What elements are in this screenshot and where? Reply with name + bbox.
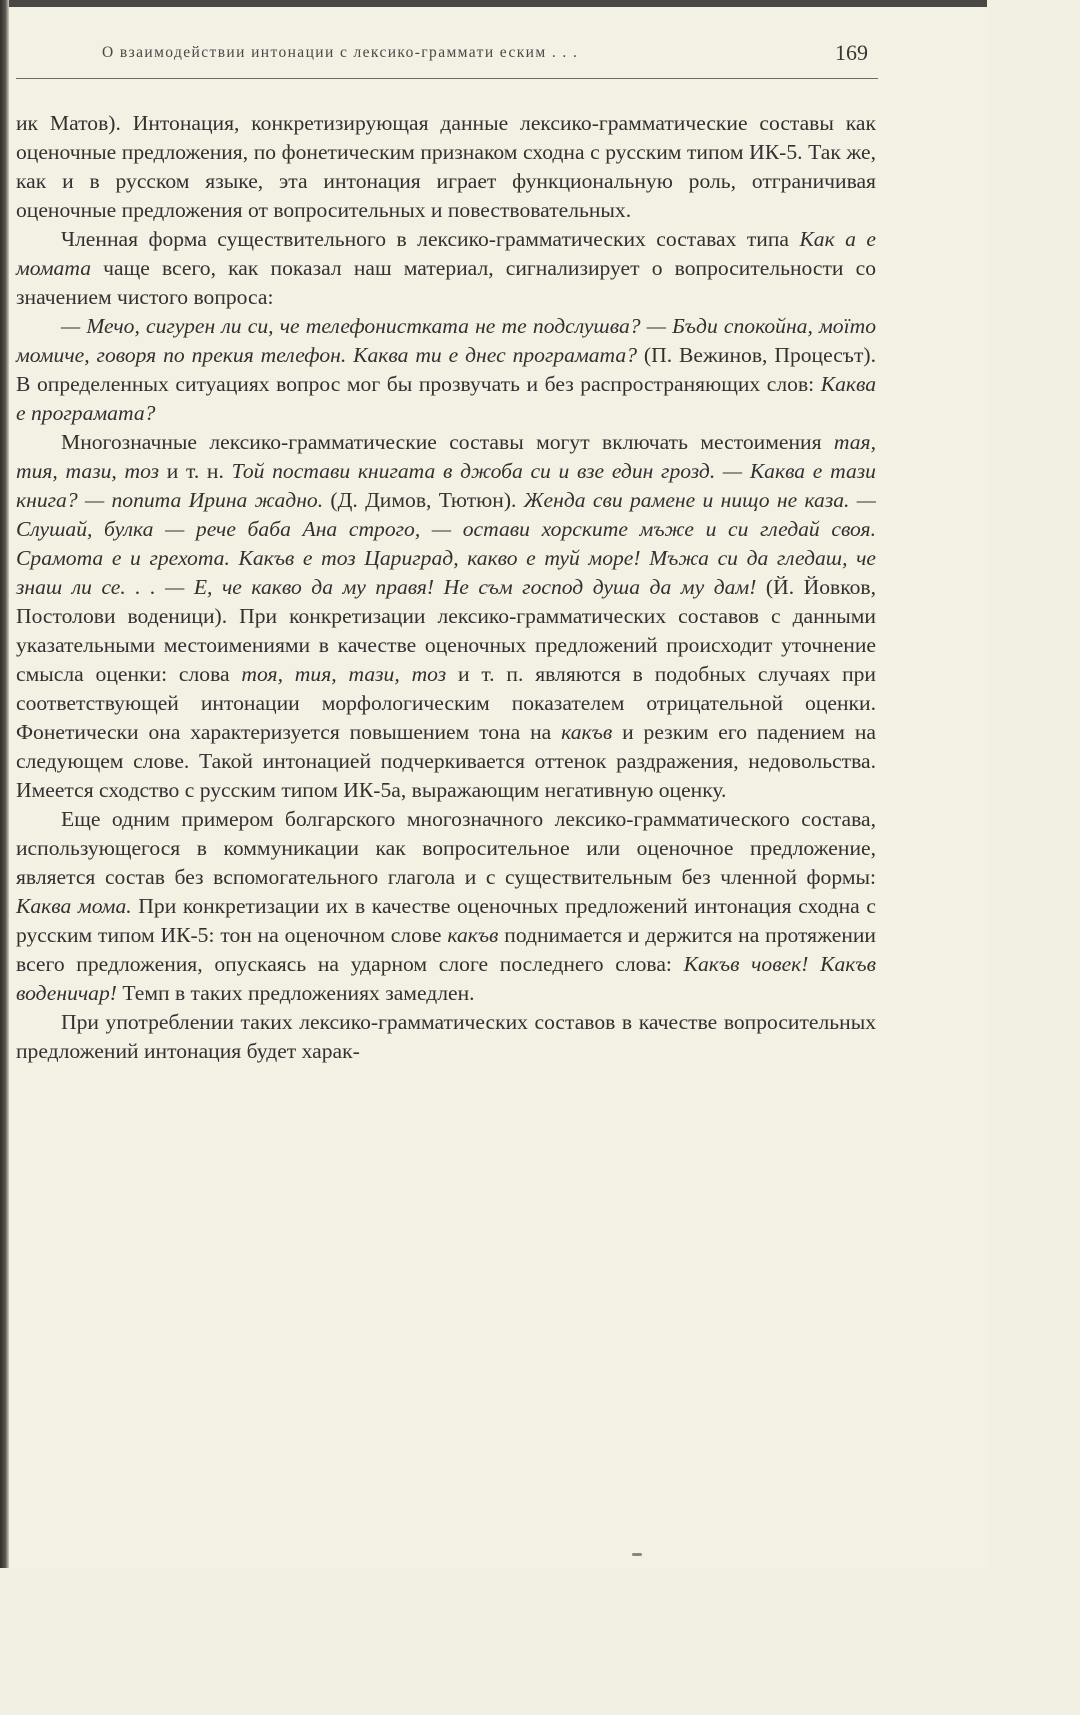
text-run: При конкретизации их в качестве оценочных предложений интонация сходна с русским типом ИК-5: тон на оценочном слове — [16, 894, 877, 947]
italic-run: Женда сви рамене и нищо не каза. — Слушай, булка — рече баба Ана строго, — остави хорските мъже и си гледай своя. Срамота е и грехота. Какъв е тоз Цариград, какво е туй море! Мъжа си да гледаш, че знаш ли се. . . — Е, че какво да му правя! Не съм господ душа да му дам! — [16, 488, 876, 599]
header-rule — [16, 78, 878, 79]
paragraph-p3 — [16, 312, 876, 428]
text-run: (Й. Йовков, Постолови воденици). При конкретизации лексико-грамматических составов с данными указательными местоимениями в качестве оценочных предложений происходит уточнение смысла оценки: слова — [16, 575, 876, 686]
text-run: Членная форма существительного в лексико-грамматических составах типа — [61, 227, 800, 251]
ink-speck — [632, 1553, 642, 1556]
text-run: Темп в таких предложениях замедлен. — [116, 981, 475, 1005]
text-run: и т. п. являются в подобных случаях при соответствующей интонации морфологическим показателем отрицательной оценки. Фонетически она характеризуется повышением тона на — [16, 662, 876, 744]
italic-run: Той постави книгата в джоба си и взе един грозд. — Каква е тази книга? — попита Ирина жадно. — [16, 459, 876, 512]
text-run: и резким его падением на следующем слове. Такой интонацией подчеркивается оттенок раздражения, недовольства. Имеется сходство с русским типом ИК-5а, выражающим негативную оценку. — [16, 720, 876, 802]
paragraph-p1 — [16, 109, 876, 225]
page-top-edge — [0, 0, 987, 7]
italic-run: Каква е програмата? — [16, 372, 876, 425]
text-run: (П. Вежинов, Процесът). В определенных ситуациях вопрос мог бы прозвучать и без распространяющих слов: — [16, 343, 876, 396]
italic-run: какъв — [447, 923, 499, 947]
text-run: и т. н. — [159, 459, 232, 483]
running-head: О взаимодействии интонации с лексико-граммати ескиᴍ . . . — [102, 44, 579, 61]
text-run: (Д. Димов, Тютюн). — [323, 488, 524, 512]
italic-run: Какъв човек! Какъв воденичар! — [16, 952, 876, 1005]
page-number: 169 — [835, 40, 868, 65]
text-run: При употреблении таких лексико-грамматических составов в качестве вопросительных предложений интонация будет харак- — [16, 1010, 876, 1063]
body-text — [16, 109, 876, 1066]
text-run: Еще одним примером болгарского многозначного лексико-грамматического состава, использующегося в коммуникации как вопросительное или оценочное предложение, является состав без вспомогательного глагола и с существительным без членной формы: — [16, 807, 876, 889]
paragraph-p5 — [16, 805, 876, 1008]
paragraph-p6 — [16, 1008, 876, 1066]
text-run: чаще всего, как показал наш материал, сигнализирует о вопросительности со значением чистого вопроса: — [16, 256, 876, 309]
paragraph-p4 — [16, 428, 876, 805]
page-header — [20, 36, 878, 76]
italic-run: — Мечо, сигурен ли си, че телефонистката не те подслушва? — Бъди спокойна, моїто момиче, говоря по прекия телефон. Каква ти е днес програмата? — [16, 314, 876, 367]
paragraph-p2 — [16, 225, 876, 312]
italic-run: тоя, тия, тази, тоз — [241, 662, 447, 686]
book-spine-shadow — [0, 0, 9, 1568]
italic-run: тая, тия, тази, тоз — [16, 430, 876, 483]
italic-run: Как а е момата — [16, 227, 876, 280]
italic-run: Каква мома. — [16, 894, 132, 918]
text-run: Многозначные лексико-грамматические составы могут включать местоимения — [61, 430, 834, 454]
text-run: ик Матов). Интонация, конкретизирующая данные лексико-грамматические составы как оценочные предложения, по фонетическим признаком сходна с русским типом ИК-5. Так же, как и в русском языке, эта интонация играет функциональную роль, отграничивая оценочные предложения от вопросительных и повествовательных. — [16, 111, 876, 222]
text-run: поднимается и держится на протяжении всего предложения, опускаясь на ударном слоге последнего слова: — [16, 923, 876, 976]
italic-run: какъв — [561, 720, 613, 744]
